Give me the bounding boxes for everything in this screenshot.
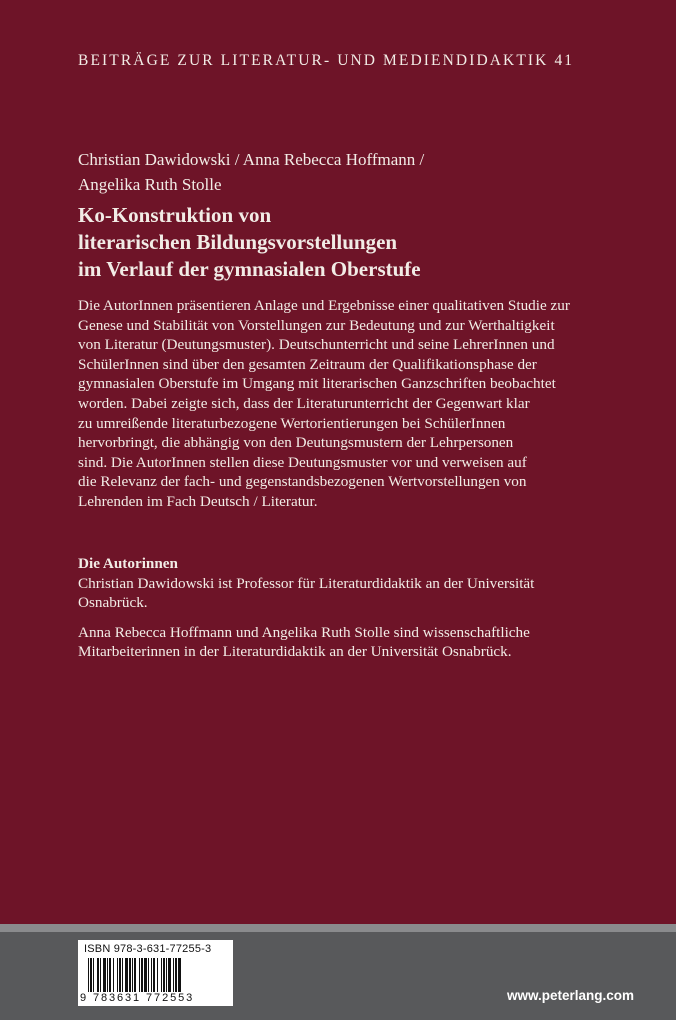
abstract-line: von Literatur (Deutungsmuster). Deutschunterricht und seine LehrerInnen und [78, 336, 555, 354]
abstract-line: die Relevanz der fach- und gegenstandsbezogenen Wertvorstellungen von [78, 473, 527, 491]
title-line: literarischen Bildungsvorstellungen [78, 230, 398, 254]
footer-stripe [0, 924, 676, 932]
barcode-bar [125, 958, 128, 992]
author-names [78, 147, 638, 197]
barcode-bar [168, 958, 171, 992]
series-title: BEITRÄGE ZUR LITERATUR- UND MEDIENDIDAKTIK 41 [78, 52, 575, 69]
barcode-bar [90, 958, 92, 992]
barcode-bar [173, 958, 174, 992]
author-line: Christian Dawidowski / Anna Rebecca Hoffmann / [78, 150, 425, 169]
barcode-bar [166, 958, 167, 992]
abstract-text [78, 296, 638, 512]
barcode-bar [151, 958, 152, 992]
abstract-line: Die AutorInnen präsentieren Anlage und Ergebnisse einer qualitativen Studie zur [78, 297, 570, 314]
about-line: Mitarbeiterinnen in der Literaturdidaktik an der Universität Osnabrück. [78, 643, 512, 661]
about-line: Christian Dawidowski ist Professor für Literaturdidaktik an der Universität [78, 574, 535, 592]
abstract-line: gymnasialen Oberstufe im Umgang mit literarischen Ganzschriften beobachtet [78, 375, 556, 393]
barcode-bar [88, 958, 89, 992]
barcode-bar [178, 958, 181, 992]
publisher-website: www.peterlang.com [506, 988, 634, 1003]
paragraph-gap [78, 613, 638, 623]
barcode-bar [97, 958, 99, 992]
barcode-bar [103, 958, 106, 992]
barcode-bar [109, 958, 111, 992]
barcode-bar [175, 958, 177, 992]
barcode-bar [141, 958, 143, 992]
barcode-bar [100, 958, 101, 992]
abstract-line: SchülerInnen sind über den gesamten Zeitraum der Qualifikationsphase der [78, 355, 537, 373]
barcode-bar [132, 958, 133, 992]
abstract-line: zu umreißende literaturbezogene Wertorientierungen bei SchülerInnen [78, 414, 506, 432]
barcode-bar [139, 958, 140, 992]
barcode-bar [93, 958, 94, 992]
abstract-line: hervorbringt, die abhängig von den Deutungsmustern der Lehrpersonen [78, 434, 514, 452]
barcode-bars [88, 958, 223, 992]
abstract-line: Lehrenden im Fach Deutsch / Literatur. [78, 492, 318, 510]
isbn-barcode [78, 940, 233, 1006]
barcode-bar [161, 958, 162, 992]
barcode-bar [153, 958, 155, 992]
about-heading: Die Autorinnen [78, 555, 178, 572]
about-the-authors [78, 554, 638, 662]
isbn-label: ISBN 978-3-631-77255-3 [84, 943, 212, 955]
abstract-line: worden. Dabei zeigte sich, dass der Literaturunterricht der Gegenwart klar [78, 394, 530, 412]
barcode-bar [117, 958, 118, 992]
about-line: Osnabrück. [78, 594, 148, 612]
barcode-digits: 9 783631 772553 [80, 992, 195, 1004]
book-title [78, 202, 638, 283]
about-line: Anna Rebecca Hoffmann und Angelika Ruth Stolle sind wissenschaftliche [78, 623, 530, 641]
barcode-bar [107, 958, 108, 992]
barcode-bar [148, 958, 149, 992]
title-line: im Verlauf der gymnasialen Oberstufe [78, 257, 421, 281]
author-line: Angelika Ruth Stolle [78, 175, 222, 194]
title-line: Ko-Konstruktion von [78, 203, 272, 227]
barcode-bar [157, 958, 158, 992]
barcode-bar [129, 958, 131, 992]
barcode-bar [163, 958, 165, 992]
footer-band [0, 924, 676, 1020]
barcode-bar [134, 958, 136, 992]
abstract-line: Genese und Stabilität von Vorstellungen zur Bedeutung und zur Werthaltigkeit [78, 316, 555, 334]
barcode-bar [122, 958, 123, 992]
barcode-bar [119, 958, 121, 992]
barcode-bar [113, 958, 114, 992]
abstract-line: sind. Die AutorInnen stellen diese Deutungsmuster vor und verweisen auf [78, 453, 527, 471]
barcode-bar [144, 958, 147, 992]
